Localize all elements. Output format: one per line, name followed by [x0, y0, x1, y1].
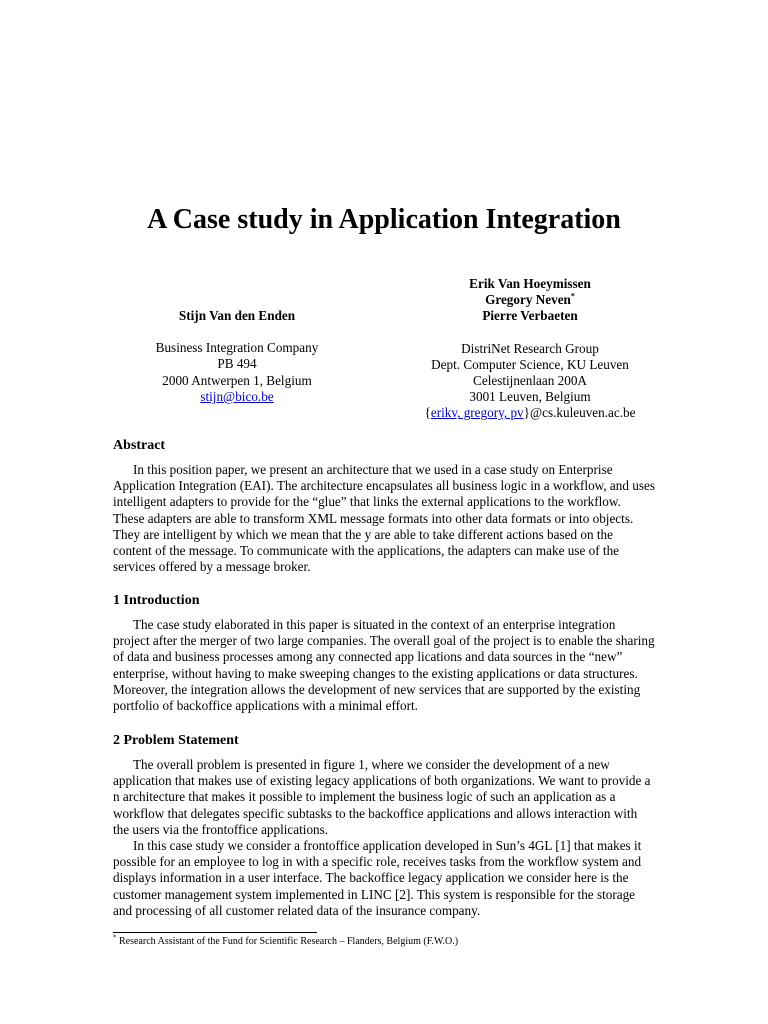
affiliation-line: Celestijnenlaan 200A: [473, 373, 587, 389]
footnote-marker: *: [113, 933, 117, 942]
author-email-link[interactable]: stijn@bico.be: [200, 388, 274, 404]
affiliation-line: PB 494: [217, 356, 257, 372]
section-paragraph: The overall problem is presented in figure 1, where we consider the development of a new application that makes use of existing legacy applications of both organizations. We want to provide a n architecture that makes it possible to implement the business logic of such an application as a workflow that delegates specific subtasks to the backoffice applications and allows interaction with the users via the frontoffice applications.: [113, 757, 651, 837]
author-email-link[interactable]: erikv, gregory, pv: [430, 405, 524, 421]
author-name: Gregory Neven*: [485, 291, 575, 308]
abstract-heading: Abstract: [113, 438, 166, 453]
author-block-right: [400, 276, 660, 422]
affiliation-line: Dept. Computer Science, KU Leuven: [431, 356, 629, 372]
paper-title: A Case study in Application Integration: [147, 204, 621, 235]
author-block-left: [137, 308, 337, 405]
section-paragraph: In this case study we consider a frontoffice application developed in Sun’s 4GL [1] that makes it possible for an employee to log in with a specific role, receives tasks from the workflow system and displays information in a user interface. The backoffice legacy application we consider here is the customer management system implemented in LINC [2]. This system is responsible for the storage and processing of all customer related data of the insurance company.: [113, 838, 642, 918]
author-name: Pierre Verbaeten: [482, 308, 578, 324]
author-name: Erik Van Hoeymissen: [469, 276, 591, 291]
footnote-marker: *: [570, 291, 575, 301]
affiliation-line: Business Integration Company: [155, 340, 319, 356]
affiliation-line: 2000 Antwerpen 1, Belgium: [162, 372, 312, 388]
footnote-rule: [113, 932, 317, 933]
abstract-text: In this position paper, we present an architecture that we used in a case study on Enterprise Application Integration (EAI). The architecture encapsulates all business logic in a workflow, and uses intelligent adapters to provide for the “glue” that links the external applications to the workflow. These adapters are able to transform XML message formats into other data formats or into objects. They are intelligent by which we mean that the y are able to take different actions based on the content of the message. To communicate with the applications, the adapters can make use of the services offered by a message broker.: [113, 462, 655, 575]
section-heading: 2 Problem Statement: [113, 733, 239, 748]
author-email: {erikv, gregory, pv}@cs.kuleuven.ac.be: [424, 405, 636, 421]
section-heading: 1 Introduction: [113, 593, 200, 608]
author-name: Stijn Van den Enden: [178, 308, 296, 323]
footnote-text: Research Assistant of the Fund for Scientific Research – Flanders, Belgium (F.W.O.): [119, 936, 459, 947]
affiliation-line: 3001 Leuven, Belgium: [469, 389, 591, 405]
affiliation-line: DistriNet Research Group: [461, 340, 599, 356]
footnote: [113, 935, 673, 948]
section-paragraph: The case study elaborated in this paper is situated in the context of an enterprise integration project after the merger of two large companies. The overall goal of the project is to enable the sharing of data and business processes among any connected app lications and data sources in the “new” enterprise, without having to make sweeping changes to the existing applications or data structures. Moreover, the integration allows the development of new services that are supported by the existing portfolio of backoffice applications with a minimal effort.: [113, 617, 655, 714]
